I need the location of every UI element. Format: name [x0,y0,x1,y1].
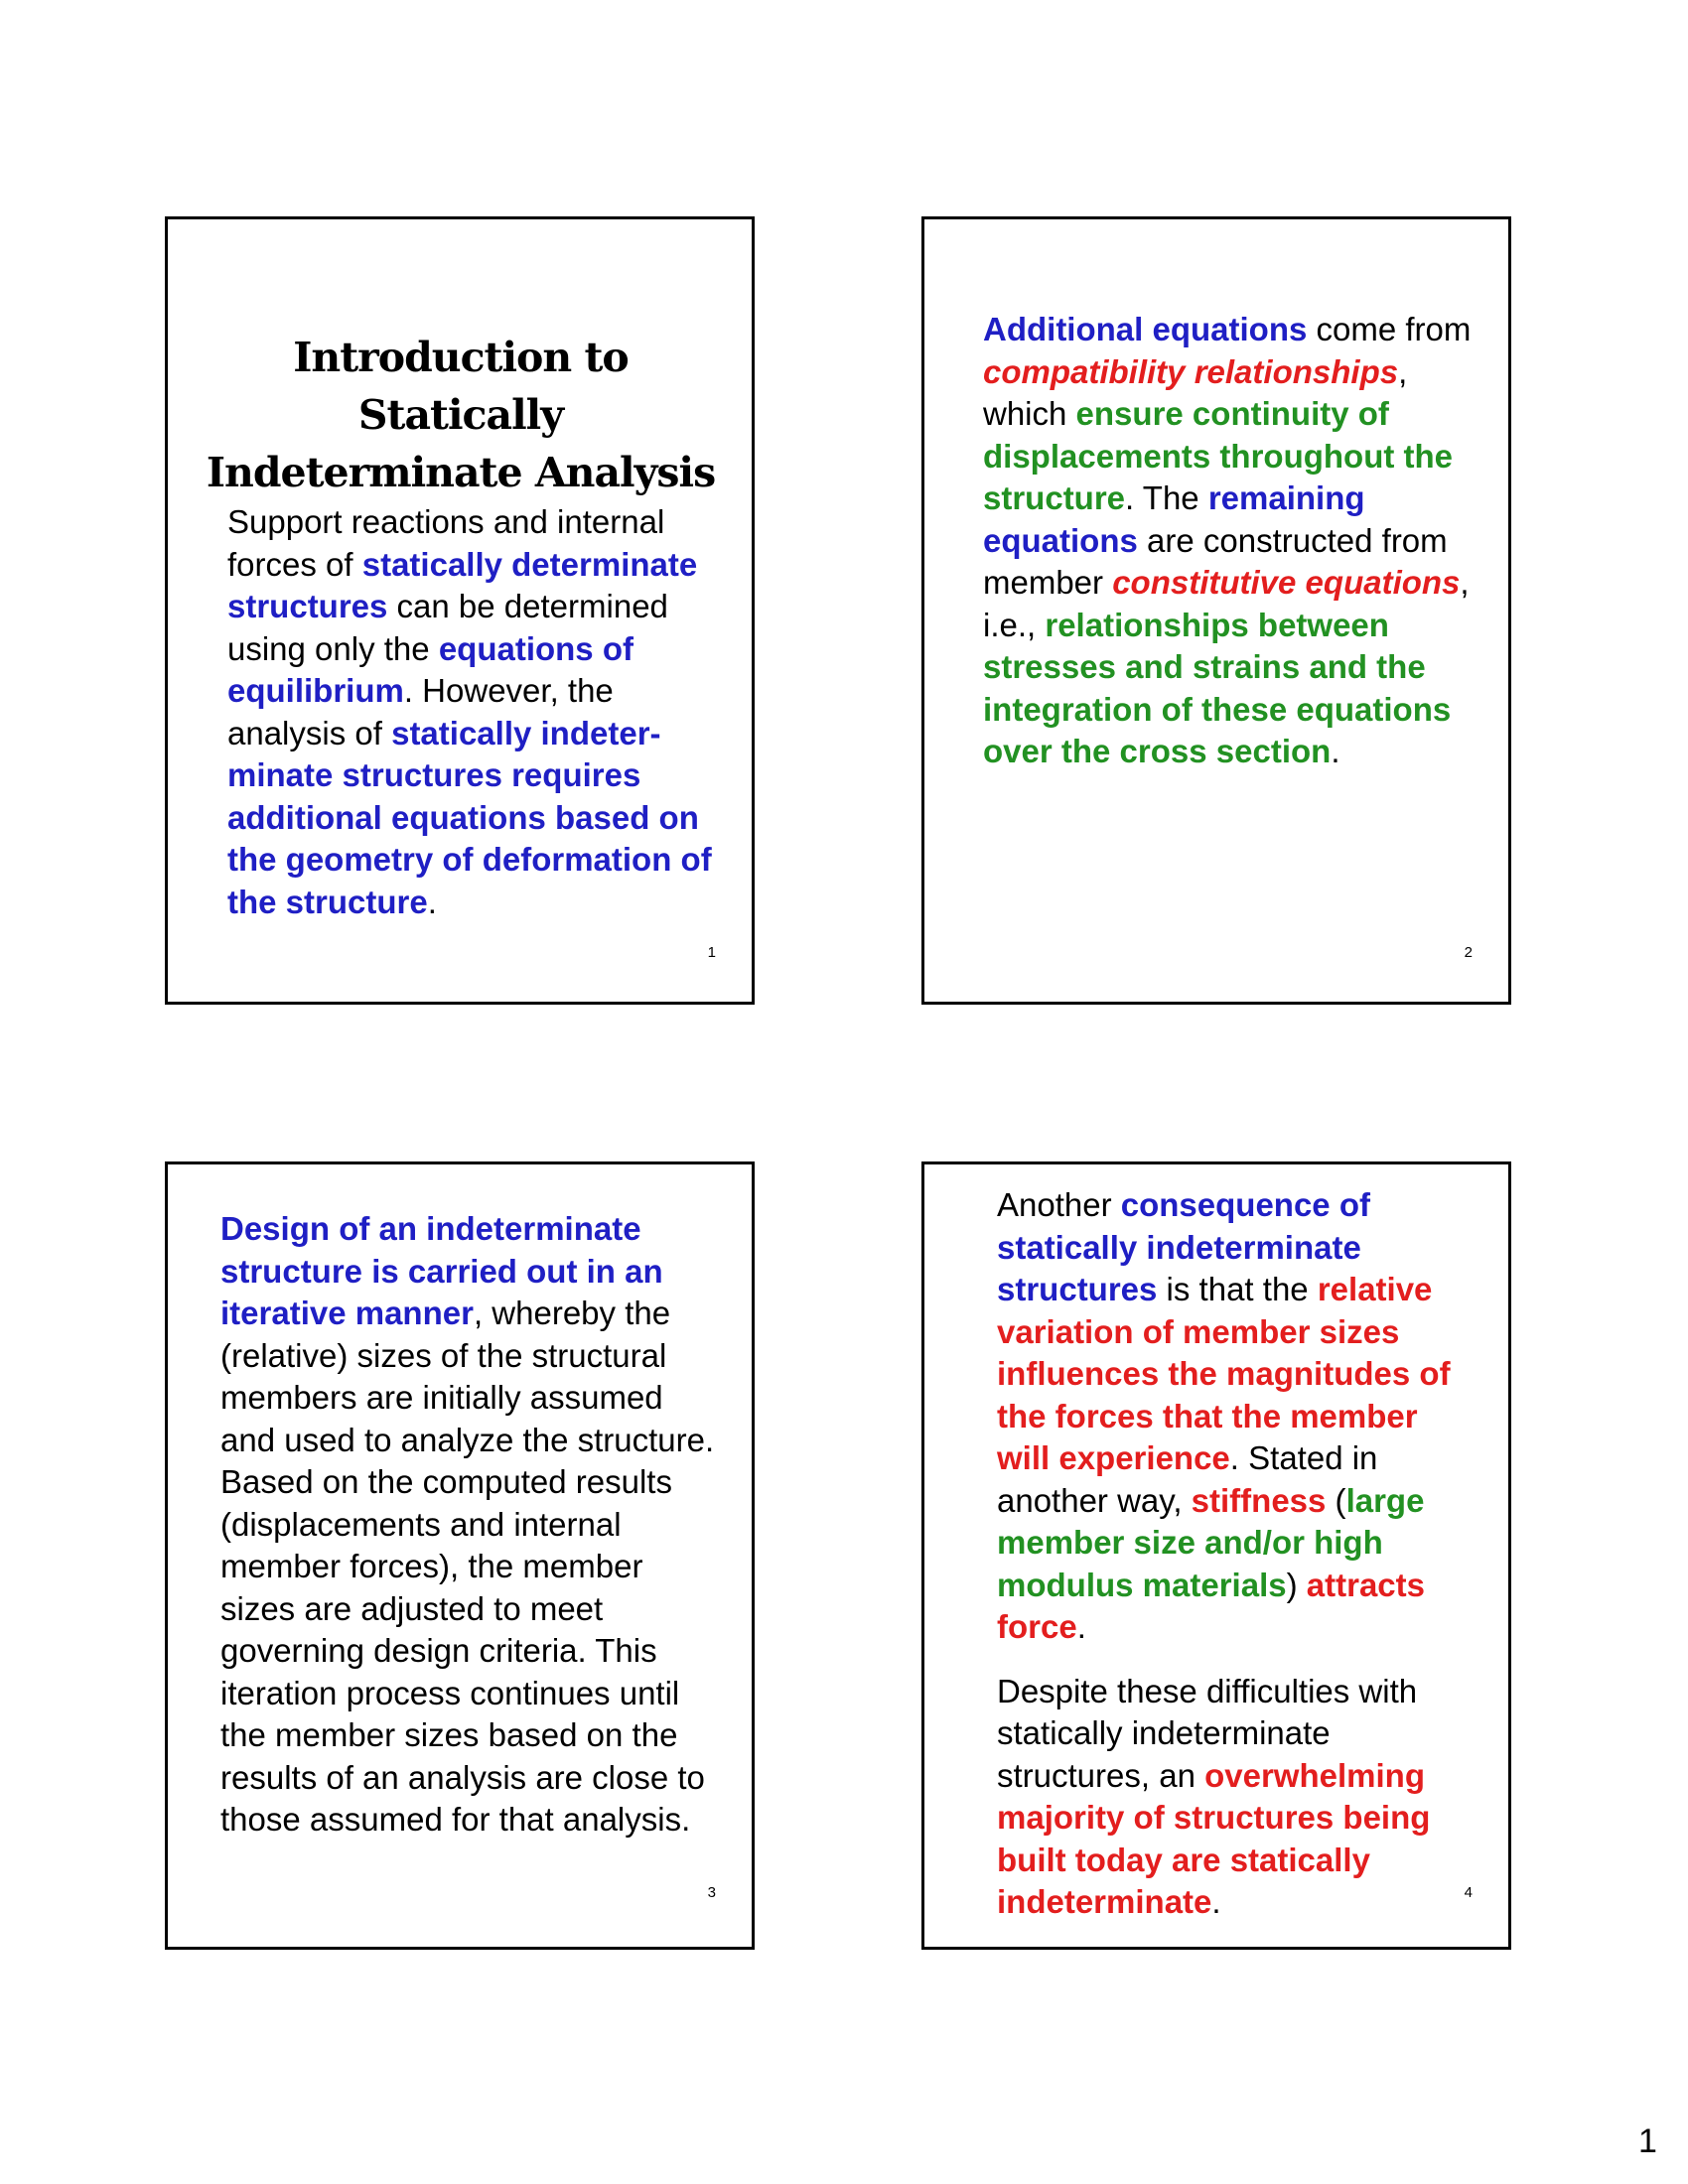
text-line: equations are constructed from [983,521,1448,559]
text-line: integration of these equations [983,690,1452,728]
slide-3-body [220,1208,714,1842]
slide-number: 4 [1464,1884,1473,1901]
text-line: stresses and strains and the [983,648,1426,685]
text-line: the geometry of deformation of [227,841,712,878]
paragraph-gap [997,1649,1451,1671]
text-line: member forces), the member [220,1548,643,1584]
text-line: sizes are adjusted to meet [220,1589,604,1627]
slide-number: 1 [707,944,716,961]
text-line: the structure. [227,883,437,920]
text-line: Despite these difficulties with [997,1672,1418,1709]
text-line: structure is carried out in an [220,1252,663,1290]
text-line: modulus materials) attracts [997,1566,1425,1603]
text-line: analysis of statically indeter- [227,714,661,751]
text-line: using only the equations of [227,629,633,667]
text-line: member size and/or high [997,1524,1383,1561]
text-line: the forces that the member [997,1397,1418,1434]
text-line: structures can be determined [227,588,668,624]
text-line: iterative manner, whereby the [220,1295,671,1331]
text-line: another way, stiffness (large [997,1481,1425,1519]
text-line: built today are statically [997,1841,1370,1878]
text-line: Based on the computed results [220,1463,672,1500]
text-line: displacements throughout the [983,437,1454,475]
text-line: minate structures requires [227,756,641,793]
text-line: statically indeterminate [997,1228,1361,1266]
text-line: the member sizes based on the [220,1716,678,1753]
text-line: iteration process continues until [220,1674,680,1711]
slide-1-title [188,329,734,501]
title-line: Introduction to Statically [293,334,629,439]
title-line: Indeterminate Analysis [206,449,716,496]
text-line: forces of statically determinate [227,545,698,583]
slide-2-body [983,309,1471,773]
text-line: Additional equations come from [983,311,1472,347]
text-line: compatibility relationships, [983,352,1408,390]
text-line: member constitutive equations, [983,564,1470,601]
text-line: variation of member sizes [997,1312,1400,1350]
text-line: Design of an indeterminate [220,1210,641,1247]
slide-2 [921,216,1511,1005]
slide-number: 2 [1464,944,1473,961]
slide-4 [921,1161,1511,1950]
text-line: Another consequence of [997,1186,1370,1223]
text-line: i.e., relationships between [983,606,1389,643]
text-line: those assumed for that analysis. [220,1801,691,1838]
slide-1 [165,216,755,1005]
text-line: will experience. Stated in [997,1439,1378,1476]
text-line: structure. The remaining [983,479,1365,516]
slide-1-body [227,501,712,923]
text-line: indeterminate. [997,1883,1221,1920]
text-line: structures is that the relative [997,1271,1433,1307]
text-line: and used to analyze the structure. [220,1421,715,1458]
page-number: 1 [1638,2122,1657,2160]
slide-3 [165,1161,755,1950]
text-line: results of an analysis are close to [220,1758,705,1796]
text-line: majority of structures being [997,1799,1431,1836]
text-line: force. [997,1608,1086,1645]
text-line: members are initially assumed [220,1379,663,1416]
text-line: Support reactions and internal [227,503,665,540]
slide-4-body [997,1184,1451,1924]
text-line: additional equations based on [227,798,699,836]
text-line: governing design criteria. This [220,1632,657,1669]
text-line: (relative) sizes of the structural [220,1336,667,1374]
text-line: which ensure continuity of [983,395,1389,432]
text-line: equilibrium. However, the [227,672,614,709]
slide-number: 3 [707,1884,716,1901]
text-line: over the cross section. [983,733,1340,769]
text-line: structures, an overwhelming [997,1756,1425,1794]
text-line: influences the magnitudes of [997,1355,1451,1392]
text-line: (displacements and internal [220,1505,622,1543]
text-line: statically indeterminate [997,1714,1331,1751]
